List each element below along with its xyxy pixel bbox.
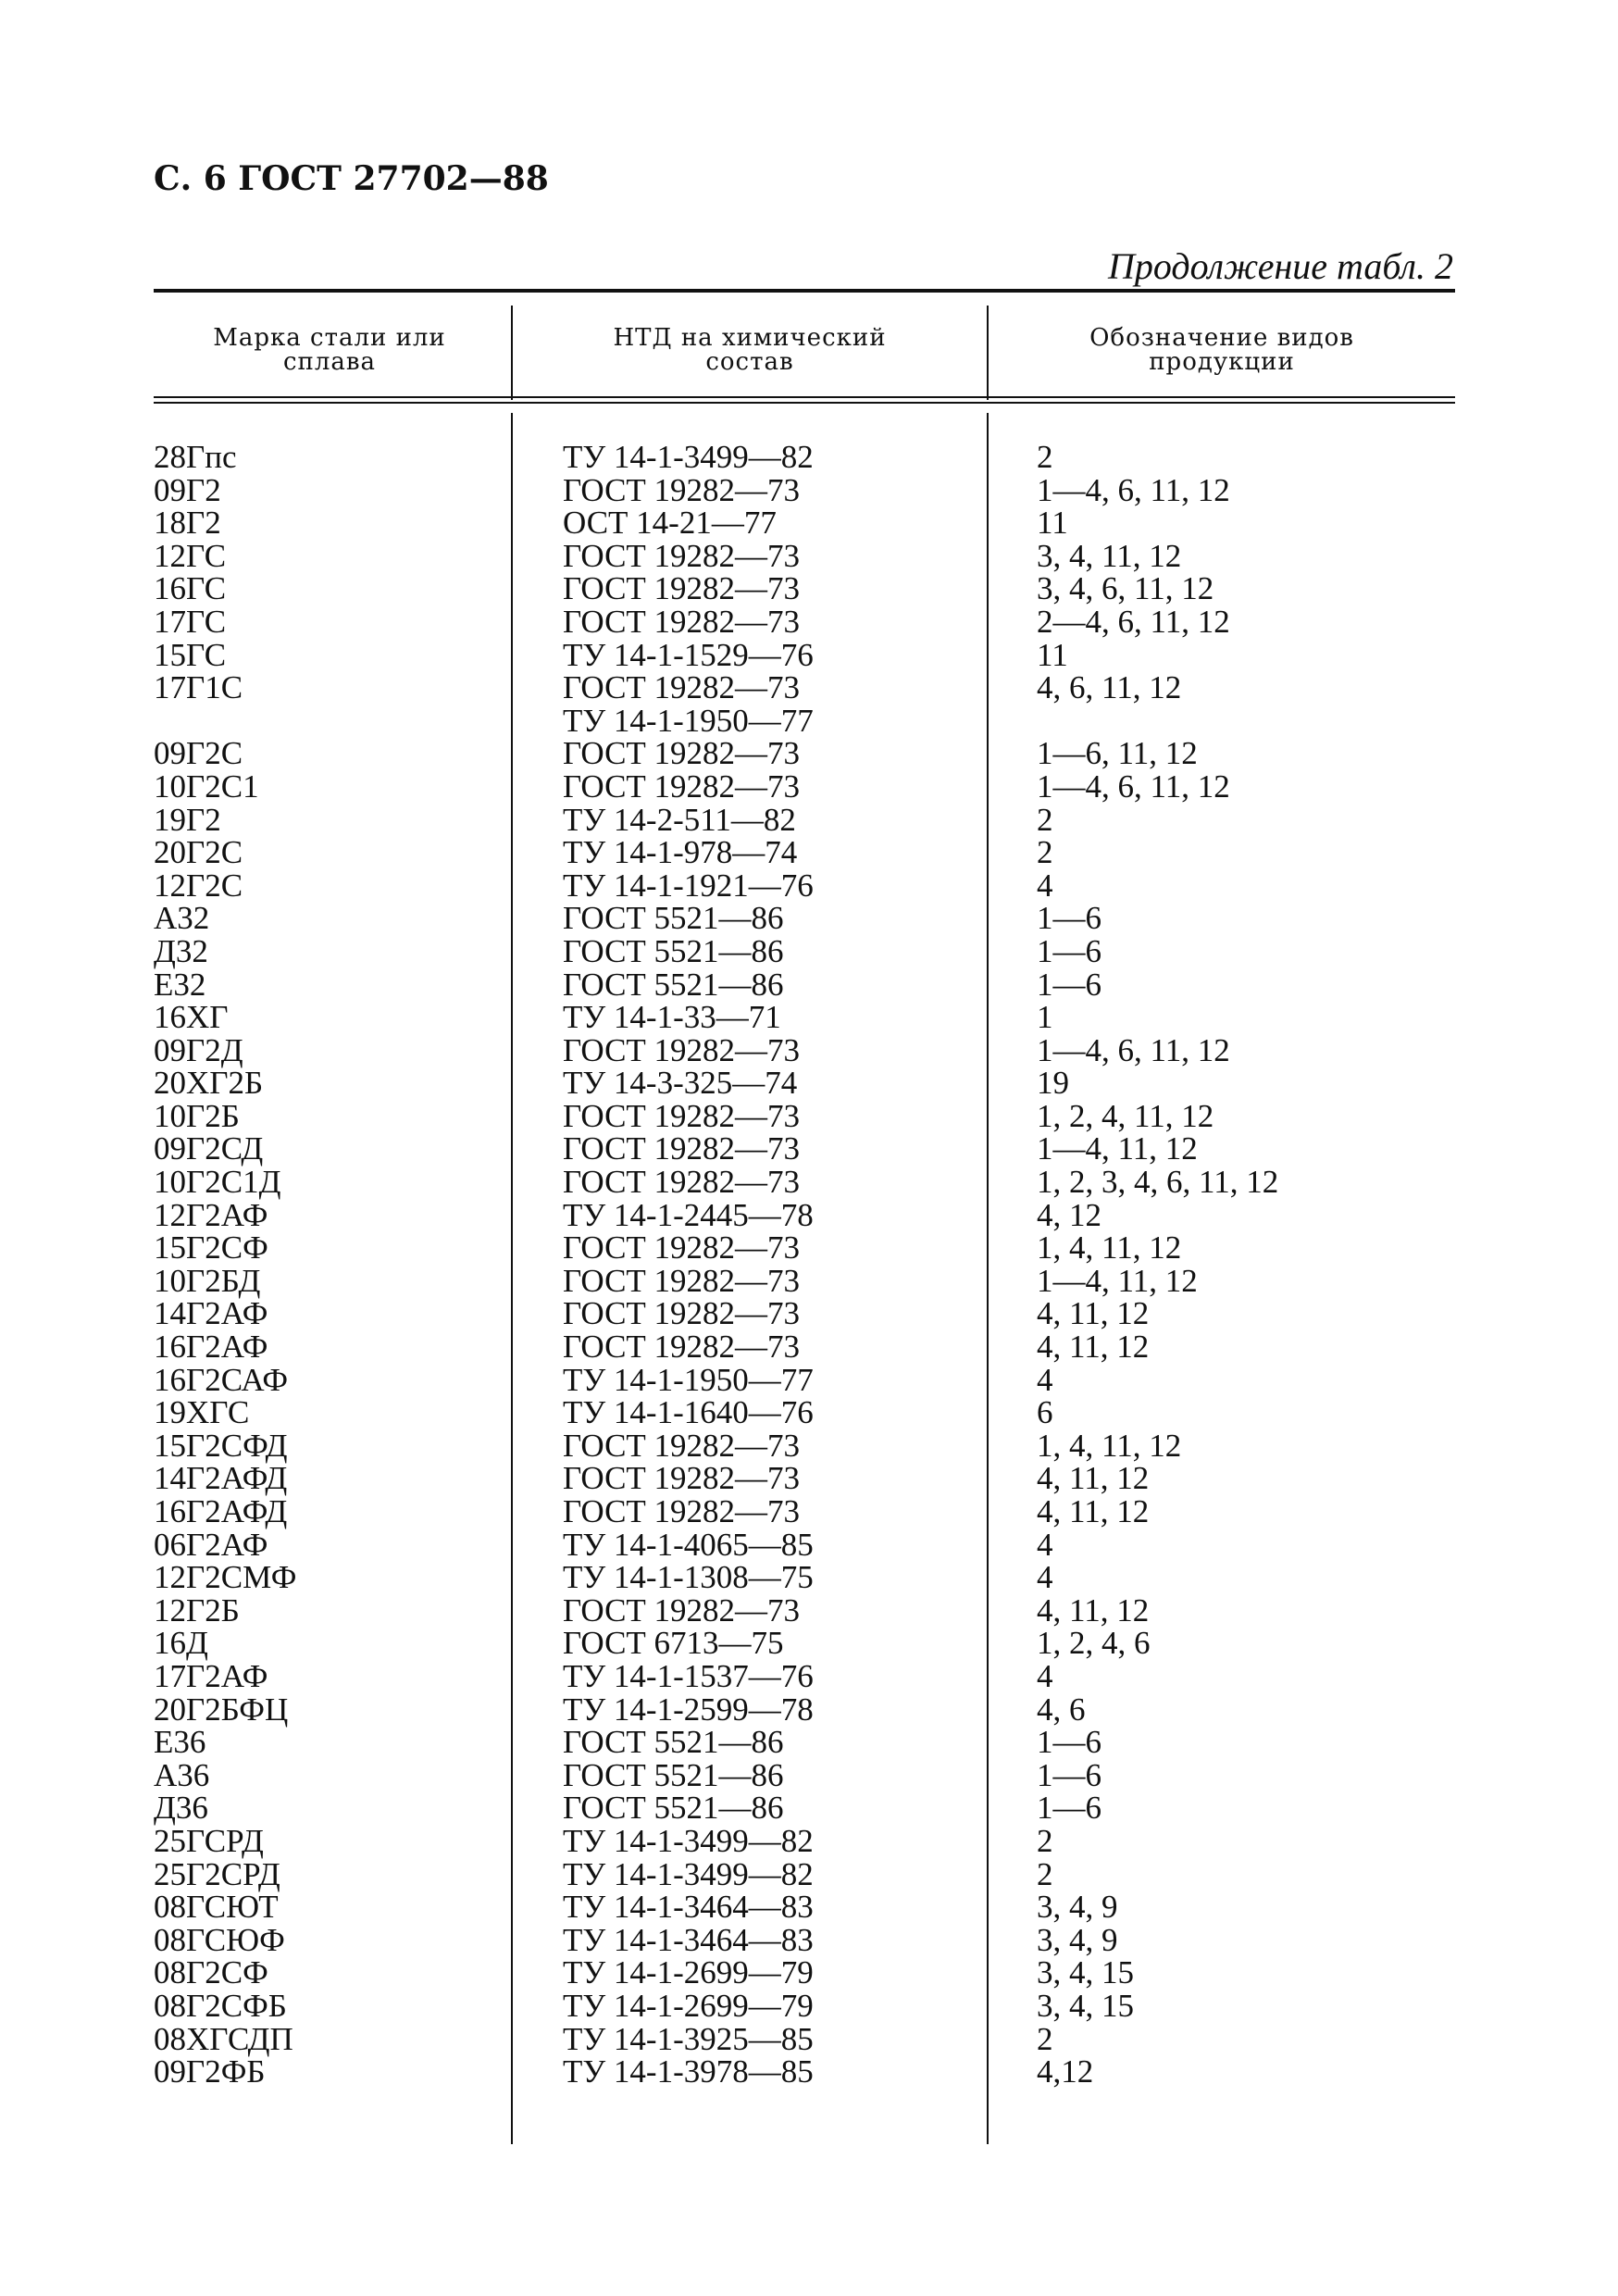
grade-cell: 28Гпс [154, 439, 237, 475]
ntd-cell: ГОСТ 19282—73 [563, 1460, 801, 1497]
grade-cell: 16Г2САФ [154, 1361, 289, 1398]
grade-cell: 12Г2АФ [154, 1196, 268, 1233]
grade-cell: Д32 [154, 932, 208, 969]
grade-cell: 17ГС [154, 603, 227, 640]
product-types-cell: 4, 6, 11, 12 [1037, 669, 1182, 706]
grade-cell: 12Г2Б [154, 1591, 240, 1628]
ntd-cell: ТУ 14-1-2699—79 [563, 1954, 814, 1991]
ntd-cell: ГОСТ 19282—73 [563, 570, 801, 607]
ntd-cell: ТУ 14-1-1921—76 [563, 867, 814, 904]
product-types-cell: 2 [1037, 834, 1053, 871]
table-row [0, 537, 1618, 574]
table-row [0, 1627, 1618, 1660]
table-row [0, 605, 1618, 639]
page-header: С. 6 ГОСТ 27702—88 [154, 159, 549, 198]
ntd-cell: ГОСТ 19282—73 [563, 1031, 801, 1068]
grade-cell: 16Г2АФД [154, 1493, 288, 1529]
product-types-cell: 1, 2, 4, 6 [1037, 1625, 1151, 1662]
ntd-cell: ТУ 14-1-2699—79 [563, 1987, 814, 2024]
grade-cell: 16ГС [154, 570, 227, 607]
grade-cell: 14Г2АФД [154, 1460, 288, 1497]
grade-cell: 06Г2АФ [154, 1526, 268, 1563]
ntd-cell: ГОСТ 19282—73 [563, 537, 801, 574]
table-row [0, 1262, 1618, 1299]
product-types-cell: 4, 11, 12 [1037, 1493, 1150, 1529]
grade-cell: 20Г2БФЦ [154, 1691, 289, 1728]
ntd-cell: ТУ 14-1-3499—82 [563, 1822, 814, 1859]
product-types-cell: 4, 11, 12 [1037, 1329, 1150, 1366]
product-types-cell: 2 [1037, 1855, 1053, 1892]
ntd-cell: ТУ 14-1-3978—85 [563, 2053, 814, 2090]
ntd-cell: ТУ 14-1-1640—76 [563, 1394, 814, 1431]
product-types-cell: 2 [1037, 1822, 1053, 1859]
ntd-cell: ГОСТ 6713—75 [563, 1625, 784, 1662]
ntd-cell: ТУ 14-1-1950—77 [563, 702, 814, 739]
ntd-cell: ТУ 14-1-33—71 [563, 999, 781, 1036]
table-row [0, 1097, 1618, 1134]
table-row [0, 902, 1618, 935]
ntd-cell: ТУ 14-1-2599—78 [563, 1691, 814, 1728]
table-row [0, 1166, 1618, 1199]
table-row [0, 801, 1618, 838]
table-row [0, 1756, 1618, 1793]
product-types-cell: 1—6, 11, 12 [1037, 735, 1198, 772]
ntd-cell: ГОСТ 19282—73 [563, 471, 801, 508]
ntd-cell: ГОСТ 19282—73 [563, 1295, 801, 1332]
ntd-cell: ТУ 14-1-1950—77 [563, 1361, 814, 1398]
column-divider-1 [511, 306, 513, 400]
grade-cell: А32 [154, 900, 210, 937]
grade-cell: 12Г2С [154, 867, 243, 904]
table-row [0, 1822, 1618, 1859]
ntd-cell: ГОСТ 5521—86 [563, 966, 784, 1003]
ntd-cell: ТУ 14-1-2445—78 [563, 1196, 814, 1233]
ntd-cell: ТУ 14-1-1308—75 [563, 1559, 814, 1596]
product-types-cell: 4 [1037, 1657, 1053, 1694]
ntd-cell: ГОСТ 19282—73 [563, 1229, 801, 1267]
grade-cell: 10Г2БД [154, 1262, 261, 1299]
product-types-cell: 6 [1037, 1394, 1053, 1431]
table-row [0, 737, 1618, 770]
grade-cell: 19Г2 [154, 801, 221, 838]
product-types-cell: 3, 4, 6, 11, 12 [1037, 570, 1214, 607]
table-row [0, 1132, 1618, 1166]
ntd-cell: ГОСТ 19282—73 [563, 1591, 801, 1628]
table-row [0, 636, 1618, 673]
ntd-cell: ТУ 14-1-3925—85 [563, 2020, 814, 2057]
table-row [0, 968, 1618, 1002]
table-row [0, 1361, 1618, 1398]
grade-cell: 12ГС [154, 537, 227, 574]
table-row [0, 1396, 1618, 1429]
ntd-cell: ГОСТ 19282—73 [563, 1097, 801, 1134]
table-row [0, 441, 1618, 474]
table-row [0, 1462, 1618, 1495]
table-row [0, 1987, 1618, 2024]
grade-cell: 17Г2АФ [154, 1657, 268, 1694]
table-body [0, 441, 1618, 2089]
product-types-cell: 4 [1037, 1361, 1053, 1398]
product-types-cell: 4 [1037, 1526, 1053, 1563]
ntd-cell: ГОСТ 19282—73 [563, 1493, 801, 1529]
product-types-cell: 1—6 [1037, 900, 1101, 937]
product-types-cell: 1, 4, 11, 12 [1037, 1427, 1182, 1464]
grade-cell: 19ХГС [154, 1394, 250, 1431]
table-row [0, 671, 1618, 705]
table-row [0, 1196, 1618, 1233]
table-row [0, 2055, 1618, 2089]
ntd-cell: ТУ 14-1-1537—76 [563, 1657, 814, 1694]
grade-cell: 16ХГ [154, 999, 229, 1036]
product-types-cell: 3, 4, 9 [1037, 1921, 1118, 1958]
table-row [0, 767, 1618, 805]
ntd-cell: ГОСТ 19282—73 [563, 1130, 801, 1167]
column-header-product-types: Обозначение видов продукции [1089, 324, 1354, 376]
product-types-cell: 4, 11, 12 [1037, 1460, 1150, 1497]
table-row [0, 1067, 1618, 1100]
table-row [0, 1591, 1618, 1628]
ntd-cell: ГОСТ 5521—86 [563, 1790, 784, 1827]
grade-cell: 09Г2С [154, 735, 243, 772]
table-row [0, 836, 1618, 869]
product-types-cell: 4, 6 [1037, 1691, 1086, 1728]
ntd-cell: ОСТ 14-21—77 [563, 505, 777, 542]
grade-cell: А36 [154, 1756, 210, 1793]
product-types-cell: 1—4, 11, 12 [1037, 1130, 1198, 1167]
table-row [0, 702, 1618, 739]
product-types-cell: 3, 4, 11, 12 [1037, 537, 1182, 574]
product-types-cell: 4, 11, 12 [1037, 1591, 1150, 1628]
table-row [0, 1657, 1618, 1694]
table-row [0, 1791, 1618, 1825]
ntd-cell: ГОСТ 5521—86 [563, 900, 784, 937]
ntd-cell: ГОСТ 19282—73 [563, 603, 801, 640]
ntd-cell: ГОСТ 19282—73 [563, 1262, 801, 1299]
ntd-cell: ГОСТ 19282—73 [563, 1427, 801, 1464]
ntd-cell: ГОСТ 19282—73 [563, 669, 801, 706]
grade-cell: 10Г2С1 [154, 767, 259, 805]
grade-cell: 09Г2СД [154, 1130, 264, 1167]
grade-cell: 15Г2СФ [154, 1229, 268, 1267]
table-row [0, 1231, 1618, 1265]
product-types-cell: 2 [1037, 439, 1053, 475]
grade-cell: 08ГСЮФ [154, 1921, 285, 1958]
product-types-cell: 1—6 [1037, 966, 1101, 1003]
column-header-grade: Марка стали или сплава [213, 324, 446, 376]
grade-cell: Е36 [154, 1724, 206, 1761]
ntd-cell: ТУ 14-2-511—82 [563, 801, 796, 838]
grade-cell: Д36 [154, 1790, 208, 1827]
product-types-cell: 11 [1037, 636, 1068, 673]
ntd-cell: ГОСТ 19282—73 [563, 735, 801, 772]
product-types-cell: 1—6 [1037, 1790, 1101, 1827]
product-types-cell: 11 [1037, 505, 1068, 542]
product-types-cell: 1—4, 6, 11, 12 [1037, 1031, 1230, 1068]
ntd-cell: ГОСТ 5521—86 [563, 932, 784, 969]
table-row [0, 1561, 1618, 1594]
grade-cell: 18Г2 [154, 505, 221, 542]
header-bottom-rule [154, 396, 1455, 398]
grade-cell: 09Г2Д [154, 1031, 243, 1068]
table-row [0, 2020, 1618, 2057]
table-row [0, 1890, 1618, 1924]
grade-cell: 14Г2АФ [154, 1295, 268, 1332]
table-row [0, 1495, 1618, 1529]
table-top-rule [154, 289, 1455, 293]
product-types-cell: 3, 4, 15 [1037, 1954, 1134, 1991]
grade-cell: 10Г2С1Д [154, 1164, 281, 1201]
product-types-cell: 19 [1037, 1065, 1069, 1102]
grade-cell: 15Г2СФД [154, 1427, 288, 1464]
ntd-cell: ТУ 14-1-1529—76 [563, 636, 814, 673]
table-row [0, 869, 1618, 903]
ntd-cell: ТУ 14-1-3499—82 [563, 439, 814, 475]
grade-cell: 08ХГСДП [154, 2020, 293, 2057]
grade-cell: 20Г2С [154, 834, 243, 871]
grade-cell: 16Г2АФ [154, 1329, 268, 1366]
product-types-cell: 1, 2, 4, 11, 12 [1037, 1097, 1214, 1134]
column-header-ntd: НТД на химический состав [613, 324, 887, 376]
grade-cell: 08Г2СФ [154, 1954, 268, 1991]
grade-cell: 15ГС [154, 636, 227, 673]
grade-cell: 25ГСРД [154, 1822, 264, 1859]
grade-cell: 10Г2Б [154, 1097, 240, 1134]
ntd-cell: ГОСТ 19282—73 [563, 767, 801, 805]
table-continuation-label: Продолжение табл. 2 [1107, 245, 1453, 287]
product-types-cell: 1—4, 11, 12 [1037, 1262, 1198, 1299]
ntd-cell: ГОСТ 19282—73 [563, 1164, 801, 1201]
product-types-cell: 1—4, 6, 11, 12 [1037, 767, 1230, 805]
header-bottom-rule-2 [154, 402, 1455, 404]
table-row [0, 1526, 1618, 1563]
table-row [0, 1001, 1618, 1034]
ntd-cell: ТУ 14-1-4065—85 [563, 1526, 814, 1563]
table-row [0, 1956, 1618, 1990]
table-row [0, 1297, 1618, 1330]
product-types-cell: 2 [1037, 2020, 1053, 2057]
product-types-cell: 4,12 [1037, 2053, 1094, 2090]
ntd-cell: ТУ 14-1-3464—83 [563, 1889, 814, 1926]
grade-cell: 25Г2СРД [154, 1855, 280, 1892]
table-row [0, 1726, 1618, 1759]
product-types-cell: 1, 2, 3, 4, 6, 11, 12 [1037, 1164, 1279, 1201]
grade-cell: 08Г2СФБ [154, 1987, 287, 2024]
product-types-cell: 1, 4, 11, 12 [1037, 1229, 1182, 1267]
product-types-cell: 1—6 [1037, 932, 1101, 969]
table-row [0, 506, 1618, 540]
product-types-cell: 1 [1037, 999, 1053, 1036]
grade-cell: Е32 [154, 966, 206, 1003]
grade-cell: 16Д [154, 1625, 208, 1662]
product-types-cell: 1—6 [1037, 1724, 1101, 1761]
ntd-cell: ГОСТ 5521—86 [563, 1724, 784, 1761]
table-row [0, 1921, 1618, 1958]
product-types-cell: 1—6 [1037, 1756, 1101, 1793]
column-divider-2 [987, 306, 989, 400]
table-row [0, 1031, 1618, 1068]
product-types-cell: 1—4, 6, 11, 12 [1037, 471, 1230, 508]
product-types-cell: 3, 4, 15 [1037, 1987, 1134, 2024]
grade-cell: 12Г2СМФ [154, 1559, 297, 1596]
product-types-cell: 2—4, 6, 11, 12 [1037, 603, 1230, 640]
ntd-cell: ТУ 14-1-3464—83 [563, 1921, 814, 1958]
table-row [0, 471, 1618, 508]
table-row [0, 1330, 1618, 1364]
table-row [0, 932, 1618, 969]
product-types-cell: 4 [1037, 1559, 1053, 1596]
table-row [0, 1855, 1618, 1892]
ntd-cell: ГОСТ 5521—86 [563, 1756, 784, 1793]
table-row [0, 1429, 1618, 1463]
grade-cell: 08ГСЮТ [154, 1889, 279, 1926]
ntd-cell: ТУ 14-1-978—74 [563, 834, 798, 871]
ntd-cell: ГОСТ 19282—73 [563, 1329, 801, 1366]
grade-cell: 09Г2ФБ [154, 2053, 266, 2090]
product-types-cell: 3, 4, 9 [1037, 1889, 1118, 1926]
grade-cell: 20ХГ2Б [154, 1065, 264, 1102]
product-types-cell: 2 [1037, 801, 1053, 838]
ntd-cell: ТУ 14-3-325—74 [563, 1065, 798, 1102]
grade-cell: 17Г1С [154, 669, 243, 706]
table-row [0, 572, 1618, 605]
product-types-cell: 4 [1037, 867, 1053, 904]
ntd-cell: ТУ 14-1-3499—82 [563, 1855, 814, 1892]
grade-cell: 09Г2 [154, 471, 221, 508]
product-types-cell: 4, 11, 12 [1037, 1295, 1150, 1332]
table-row [0, 1693, 1618, 1727]
product-types-cell: 4, 12 [1037, 1196, 1101, 1233]
